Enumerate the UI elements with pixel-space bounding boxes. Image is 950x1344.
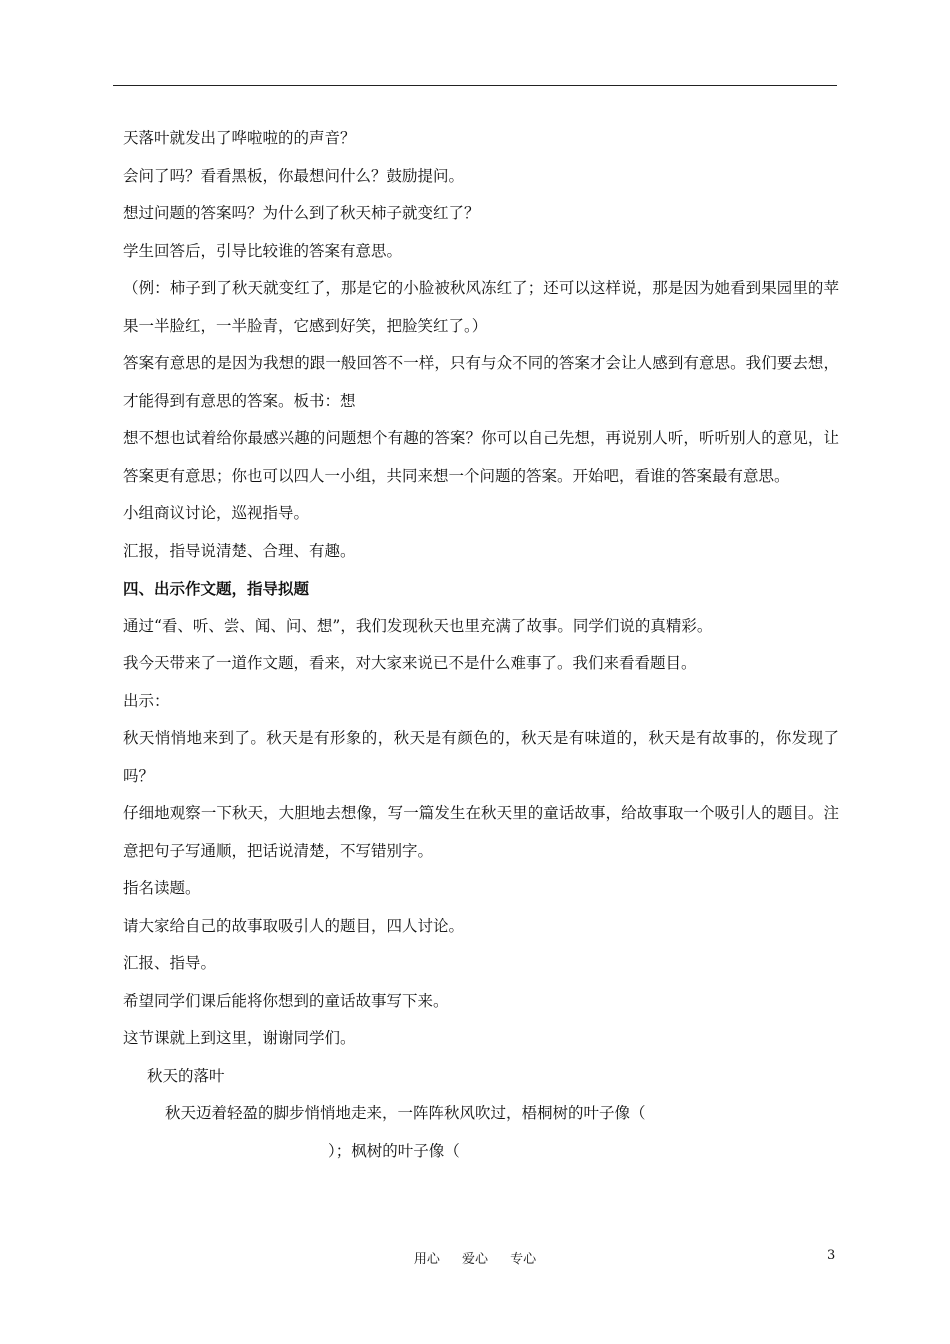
paragraph: 汇报，指导说清楚、合理、有趣。 [123, 541, 356, 560]
paragraph: 请大家给自己的故事取吸引人的题目，四人讨论。 [123, 916, 465, 935]
page-number: 3 [827, 1248, 836, 1263]
paragraph: 想不想也试着给你最感兴趣的问题想个有趣的答案？你可以自己先想，再说别人听，听听别人的意见，让答案更有意思；你也可以四人一小组，共同来想一个问题的答案。开始吧，看谁的答案最有意思。 [123, 429, 839, 485]
paragraph: 答案有意思的是因为我想的跟一般回答不一样，只有与众不同的答案才会让人感到有意思。我们要去想，才能得到有意思的答案。板书：想 [123, 354, 839, 410]
paragraph: （例：柿子到了秋天就变红了，那是它的小脸被秋风冻红了；还可以这样说，那是因为她看到果园里的苹果一半脸红，一半脸青，它感到好笑，把脸笑红了。） [123, 279, 839, 335]
paragraph: 指名读题。 [123, 879, 201, 897]
paragraph: 小组商议讨论，巡视指导。 [123, 504, 310, 522]
paragraph: 会问了吗？看看黑板，你最想问什么？鼓励提问。 [123, 166, 465, 185]
footer-word: 用心 [413, 1252, 440, 1267]
paragraph: 秋天悄悄地来到了。秋天是有形象的，秋天是有颜色的，秋天是有味道的，秋天是有故事的，你发现了吗？ [123, 729, 839, 785]
paragraph: 想过问题的答案吗？为什么到了秋天柿子就变红了？ [123, 204, 480, 222]
paragraph: 这节课就上到这里，谢谢同学们。 [123, 1029, 356, 1047]
paragraph: 通过“看、听、尝、闻、问、想”，我们发现秋天也里充满了故事。同学们说的真精彩。 [123, 616, 713, 635]
footer-motto [0, 1248, 950, 1267]
document-body [123, 120, 839, 1170]
paragraph: 仔细地观察一下秋天，大胆地去想像，写一篇发生在秋天里的童话故事，给故事取一个吸引人的题目。注意把句子写通顺，把话说清楚，不写错别字。 [123, 804, 839, 860]
section-heading: 四、出示作文题，指导拟题 [123, 579, 310, 598]
paragraph: 秋天迈着轻盈的脚步悄悄地走来，一阵阵秋风吹过，梧桐树的叶子像（ [165, 1104, 646, 1122]
footer-word: 爱心 [461, 1252, 488, 1267]
paragraph: 出示： [123, 691, 170, 710]
paragraph: 希望同学们课后能将你想到的童话故事写下来。 [123, 991, 449, 1010]
paragraph: 学生回答后，引导比较谁的答案有意思。 [123, 241, 403, 260]
paragraph: 秋天的落叶 [147, 1066, 225, 1085]
header-rule [113, 85, 837, 86]
paragraph: ）；枫树的叶子像（ [328, 1141, 460, 1160]
paragraph: 天落叶就发出了哗啦啦的的声音？ [123, 129, 356, 147]
footer-word: 专心 [510, 1252, 537, 1267]
paragraph: 我今天带来了一道作文题，看来，对大家来说已不是什么难事了。我们来看看题目。 [123, 654, 697, 672]
paragraph: 汇报、指导。 [123, 954, 217, 972]
